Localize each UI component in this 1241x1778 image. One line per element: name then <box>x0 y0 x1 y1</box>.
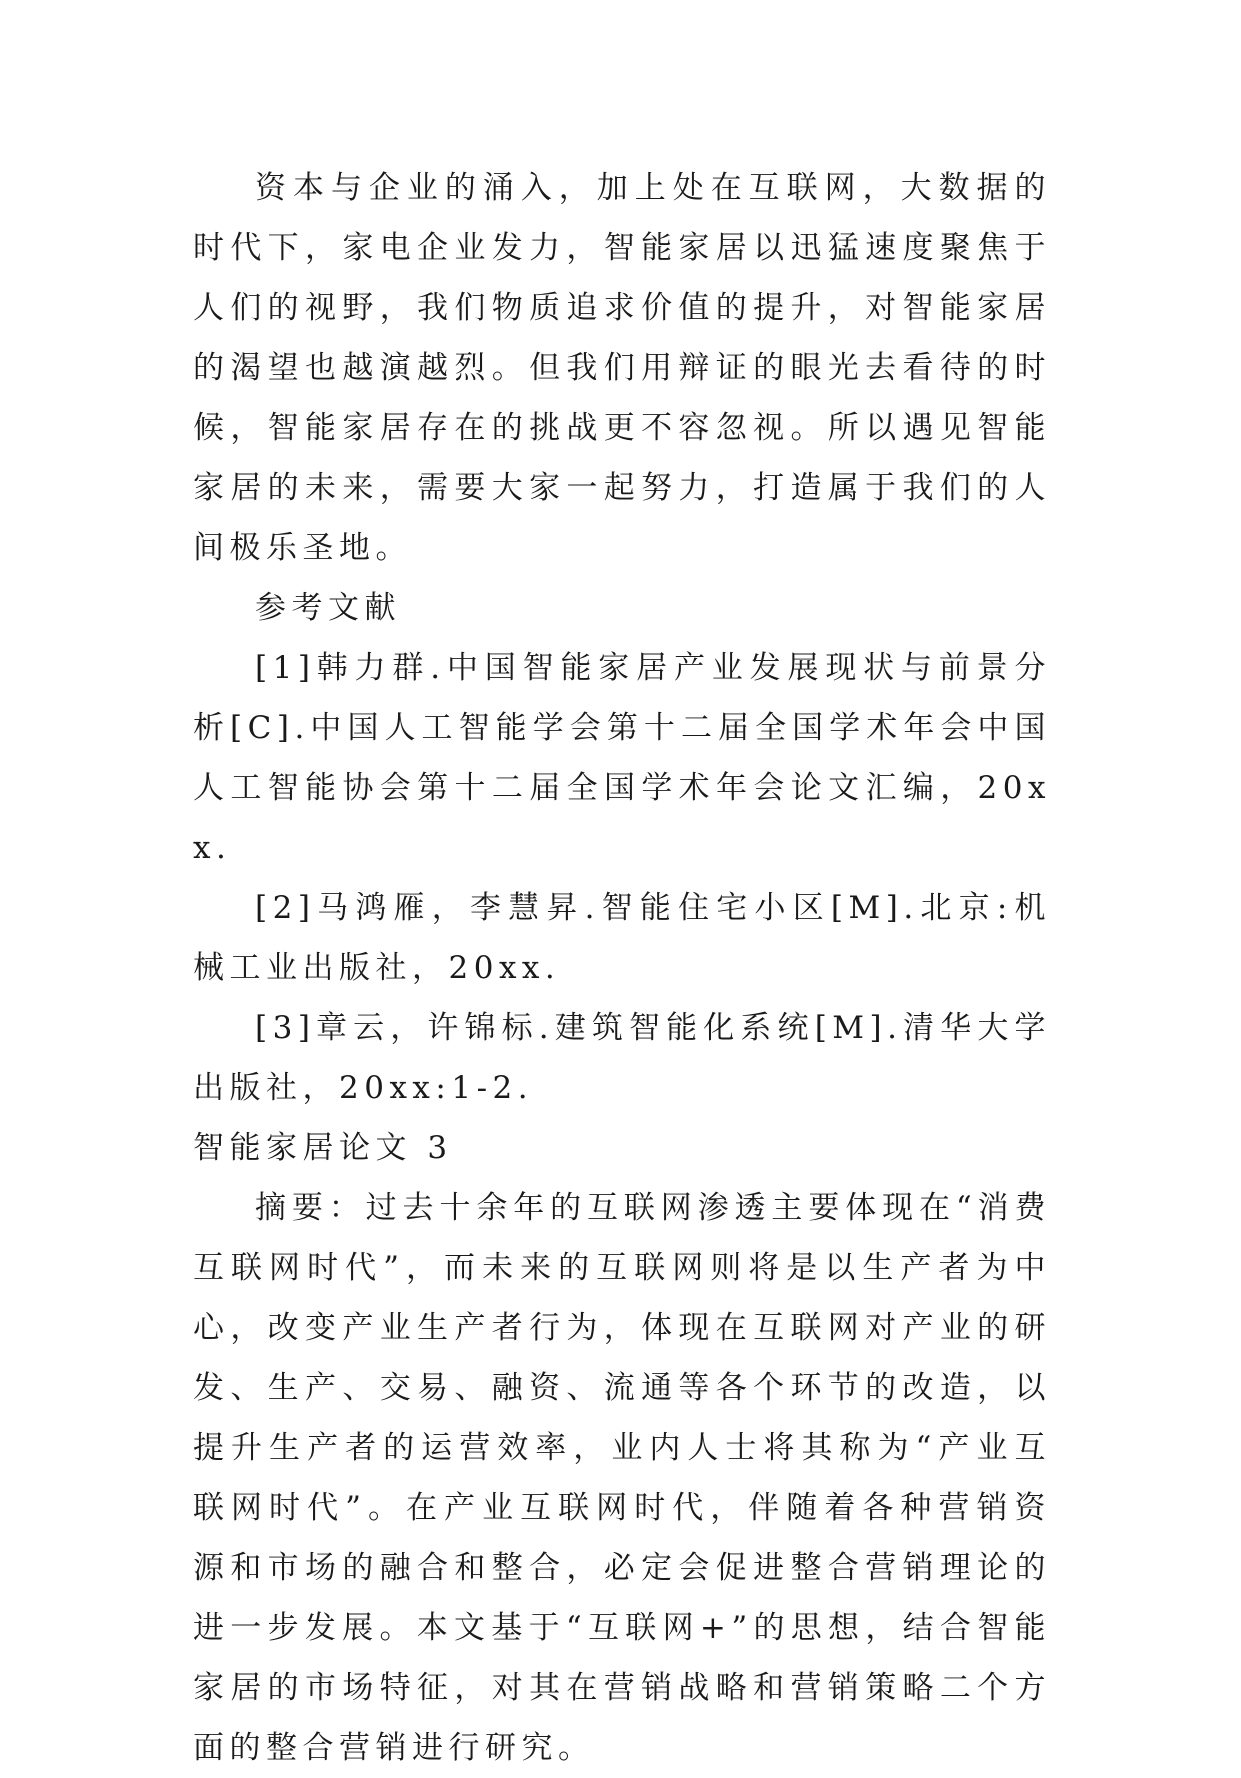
abstract-paragraph: 摘要：过去十余年的互联网渗透主要体现在“消费互联网时代”，而未来的互联网则将是以生产者为中心，改变产业生产者行为，体现在互联网对产业的研发、生产、交易、融资、流通等各个环节的改造，以提升生产者的运营效率，业内人士将其称为“产业互联网时代”。在产业互联网时代，伴随着各种营销资源和市场的融合和整合，必定会促进整合营销理论的进一步发展。本文基于“互联网+”的思想，结合智能家居的市场特征，对其在营销战略和营销策略二个方面的整合营销进行研究。 <box>193 1190 1051 1766</box>
reference-item-2: [2]马鸿雁，李慧昇.智能住宅小区[M].北京:机械工业出版社，20xx. <box>193 890 1051 986</box>
body-paragraph: 资本与企业的涌入，加上处在互联网，大数据的时代下，家电企业发力，智能家居以迅猛速度聚焦于人们的视野，我们物质追求价值的提升，对智能家居的渴望也越演越烈。但我们用辩证的眼光去看待的时候，智能家居存在的挑战更不容忽视。所以遇见智能家居的未来，需要大家一起努力，打造属于我们的人间极乐圣地。 <box>193 170 1051 566</box>
document-page <box>193 158 1051 1778</box>
reference-item-3: [3]章云，许锦标.建筑智能化系统[M].清华大学出版社，20xx:1-2. <box>193 1010 1051 1106</box>
references-title: 参考文献 <box>255 590 401 626</box>
section-title: 智能家居论文 3 <box>193 1130 453 1166</box>
reference-item-1: [1]韩力群.中国智能家居产业发展现状与前景分析[C].中国人工智能学会第十二届全国学术年会中国人工智能协会第十二届全国学术年会论文汇编，20xx. <box>193 650 1051 866</box>
